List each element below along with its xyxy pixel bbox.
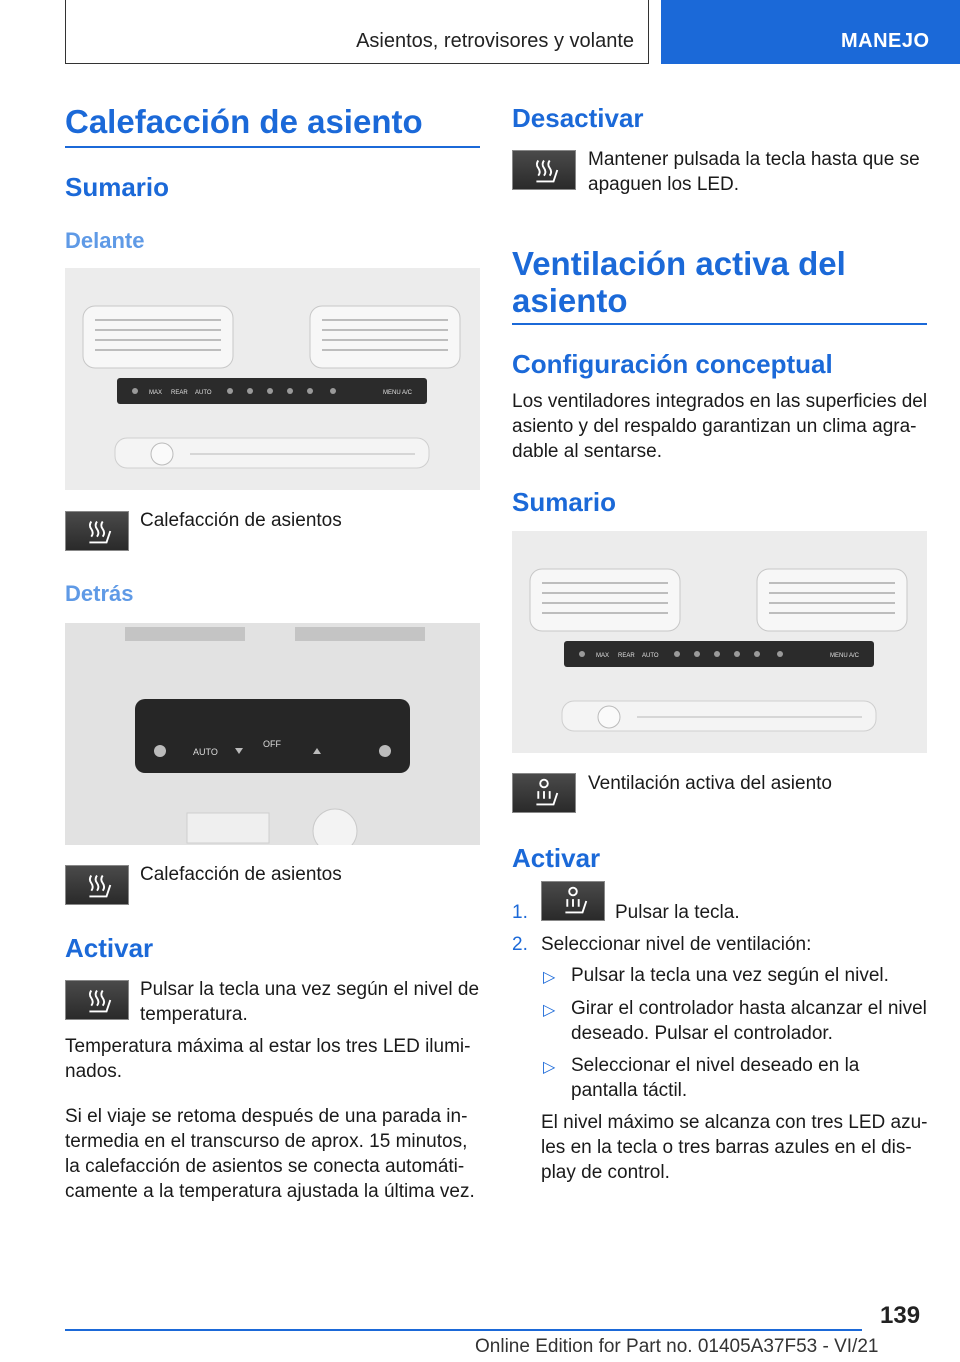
- rear-btn-auto: AUTO: [193, 747, 218, 757]
- page-number: 139: [880, 1302, 921, 1329]
- page-title: Calefacción de asiento: [65, 103, 423, 140]
- max-temp-text: Temperatura máxima al estar los tres LED ilumi-nados.: [65, 1036, 471, 1082]
- ventilation-title-rule: [512, 323, 927, 325]
- header-chapter-title: MANEJO: [841, 30, 930, 52]
- note-text: El nivel máximo se alcanza con tres LED azu-les en la tecla o tres barras azules en el dis-play de control.: [541, 1112, 928, 1183]
- seat-heating-icon: [65, 980, 129, 1020]
- seat-ventilation-icon: [541, 881, 605, 921]
- section-title-ventilation: Ventilación activa del asiento: [512, 245, 846, 319]
- vent-btn-menu: MENU A/C: [830, 653, 860, 659]
- triangle-right-icon: ▷: [543, 1059, 556, 1076]
- footer-rule: [65, 1329, 862, 1331]
- caption-rear: Calefacción de asientos: [140, 864, 342, 885]
- caption-front: Calefacción de asientos: [140, 510, 342, 531]
- header-section-box: [65, 0, 649, 64]
- front-btn-rear: REAR: [171, 390, 188, 396]
- triangle-right-icon: ▷: [543, 969, 556, 986]
- seat-heating-icon: [65, 511, 129, 551]
- ventilation-console-photo: [512, 531, 927, 753]
- heading-sumario-right: Sumario: [512, 487, 617, 517]
- heading-detras: Detrás: [65, 581, 134, 606]
- rear-btn-off: OFF: [263, 739, 281, 749]
- vent-btn-max: MAX: [596, 653, 610, 659]
- caption-ventilation: Ventilación activa del asiento: [588, 773, 832, 794]
- activar-text: Pulsar la tecla una vez según el nivel de temperatura.: [140, 979, 480, 1025]
- front-btn-max: MAX: [149, 390, 163, 396]
- bullet-1-text: Pulsar la tecla una vez según el nivel.: [571, 965, 889, 986]
- footer-edition: Online Edition for Part no. 01405A37F53 - VI/21: [475, 1336, 879, 1357]
- step-2-text: Seleccionar nivel de ventilación:: [541, 934, 812, 955]
- vent-btn-rear: REAR: [618, 653, 635, 659]
- heading-activar-right: Activar: [512, 843, 601, 873]
- header-section-title: Asientos, retrovisores y volante: [356, 30, 634, 52]
- front-btn-auto: AUTO: [195, 390, 212, 396]
- front-btn-menu: MENU A/C: [383, 390, 413, 396]
- vent-btn-auto: AUTO: [642, 653, 659, 659]
- triangle-right-icon: ▷: [543, 1002, 556, 1019]
- heading-config: Configuración conceptual: [512, 349, 833, 379]
- desactivar-text: Mantener pulsada la tecla hasta que se apaguen los LED.: [588, 149, 920, 195]
- seat-heating-icon: [512, 150, 576, 190]
- title-rule: [65, 146, 480, 148]
- reactivation-text: Si el viaje se retoma después de una parada in-termedia en el transcurso de aprox. 15 minutos, la calefacción de asientos se conecta automáti-camente a la temperatura ajustada la última vez.: [65, 1106, 475, 1202]
- heading-sumario: Sumario: [65, 172, 170, 202]
- heading-delante: Delante: [65, 228, 145, 253]
- front-console-photo: [65, 268, 480, 490]
- config-text: Los ventiladores integrados en las superficies del asiento y del respaldo garantizan un clima agra-dable al sentarse.: [512, 391, 928, 462]
- seat-heating-icon: [65, 865, 129, 905]
- rear-console-photo: [65, 623, 480, 845]
- heading-desactivar: Desactivar: [512, 103, 644, 133]
- heading-activar: Activar: [65, 933, 154, 963]
- seat-ventilation-icon: [512, 773, 576, 813]
- bullet-2-text: Girar el controlador hasta alcanzar el nivel deseado. Pulsar el controlador.: [571, 998, 927, 1044]
- step-1-number: 1.: [512, 902, 528, 923]
- header-chapter-box: [661, 0, 960, 64]
- step-1-text: Pulsar la tecla.: [615, 902, 740, 923]
- step-2-number: 2.: [512, 934, 528, 955]
- bullet-3-text: Seleccionar el nivel deseado en la pantalla táctil.: [571, 1055, 860, 1101]
